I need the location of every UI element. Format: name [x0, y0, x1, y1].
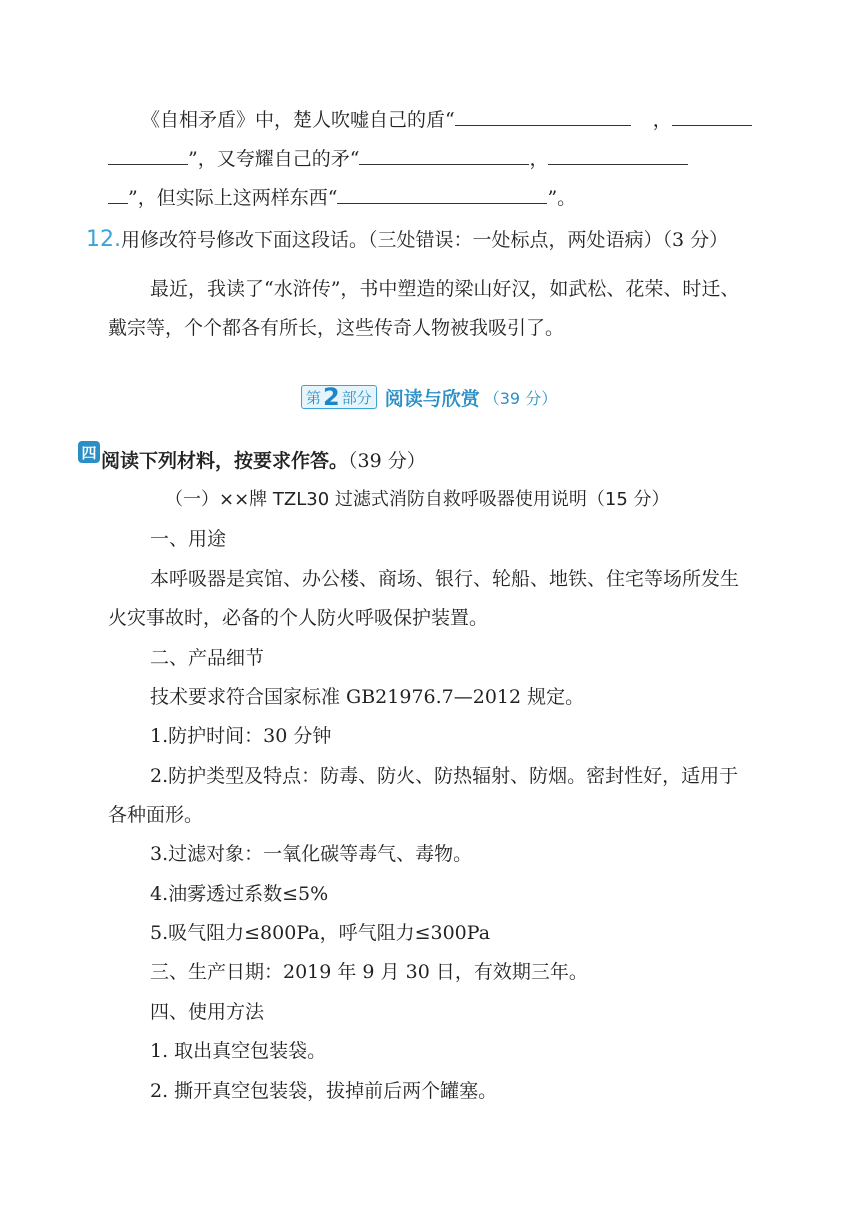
section-title: 阅读与欣赏 [384, 387, 480, 410]
q11-line2-text: ”，又夸耀自己的矛“ [188, 148, 360, 170]
answer-blank-4[interactable] [548, 144, 688, 165]
section-2-intro: 技术要求符合国家标准 GB21976.7—2012 规定。 [150, 686, 585, 708]
answer-blank-2[interactable] [672, 105, 752, 126]
instruction-score: （39 分） [348, 450, 426, 472]
part-number: 2 [323, 383, 340, 411]
section-1-line-2: 火灾事故时，必备的个人防火呼吸保护装置。 [108, 607, 489, 629]
section-2-item-5: 5.吸气阻力≤800Pa，呼气阻力≤300Pa [150, 922, 491, 944]
question-badge: 四 [78, 441, 100, 463]
answer-blank-2-cont[interactable] [108, 144, 188, 165]
section-2-item-2-line-1: 2.防护类型及特点：防毒、防火、防热辐射、防烟。密封性好，适用于 [150, 765, 739, 787]
section-2-title: 二、产品细节 [150, 647, 265, 669]
q11-line1-text: 《自相矛盾》中，楚人吹嘘自己的盾“ [141, 109, 455, 131]
passage-heading: （一）××牌 TZL30 过滤式消防自救呼吸器使用说明（15 分） [165, 489, 670, 510]
answer-blank-1[interactable] [455, 105, 631, 126]
q11-line3-end: ”。 [547, 187, 577, 209]
instruction-text: 阅读下列材料，按要求作答。 [101, 450, 349, 472]
section-1-line-1: 本呼吸器是宾馆、办公楼、商场、银行、轮船、地铁、住宅等场所发生 [150, 568, 740, 590]
section-4-item-1: 1. 取出真空包装袋。 [150, 1040, 327, 1062]
q12-paragraph-line-2: 戴宗等，个个都各有所长，这些传奇人物被我吸引了。 [108, 317, 565, 339]
answer-blank-4-cont[interactable] [108, 183, 128, 204]
question-4-instruction [101, 448, 426, 474]
section-score: （39 分） [483, 388, 558, 408]
part-suffix: 部分 [341, 388, 372, 407]
section-banner [301, 383, 557, 411]
section-4-title: 四、使用方法 [150, 1001, 265, 1023]
q12-paragraph-line-1: 最近，我读了“水浒传”，书中塑造的梁山好汉，如武松、花荣、时迁、 [150, 278, 740, 300]
section-1-title: 一、用途 [150, 528, 227, 550]
question-number: 12. [86, 227, 121, 252]
section-2-item-1: 1.防护时间：30 分钟 [150, 725, 332, 747]
question-prompt: 用修改符号修改下面这段话。（三处错误：一处标点，两处语病）（3 分） [121, 229, 729, 251]
section-2-item-4: 4.油雾透过系数≤5% [150, 883, 329, 905]
part-prefix: 第 [306, 388, 322, 407]
answer-blank-5[interactable] [337, 183, 547, 204]
q11-line-2 [108, 144, 688, 172]
q11-line3-text: ”，但实际上这两样东西“ [128, 187, 338, 209]
q11-line2-comma: ， [529, 148, 549, 170]
answer-blank-3[interactable] [359, 144, 529, 165]
part-label [301, 385, 377, 409]
section-2-item-3: 3.过滤对象：一氧化碳等毒气、毒物。 [150, 843, 473, 865]
question-12 [86, 227, 728, 253]
q11-line-3 [108, 183, 576, 211]
q11-line1-comma: ， [652, 109, 672, 131]
section-2-item-2-line-2: 各种面形。 [108, 804, 204, 826]
section-4-item-2: 2. 撕开真空包装袋，拔掉前后两个罐塞。 [150, 1080, 498, 1102]
q11-line-1 [141, 105, 752, 133]
section-3-line: 三、生产日期：2019 年 9 月 30 日，有效期三年。 [150, 961, 588, 983]
